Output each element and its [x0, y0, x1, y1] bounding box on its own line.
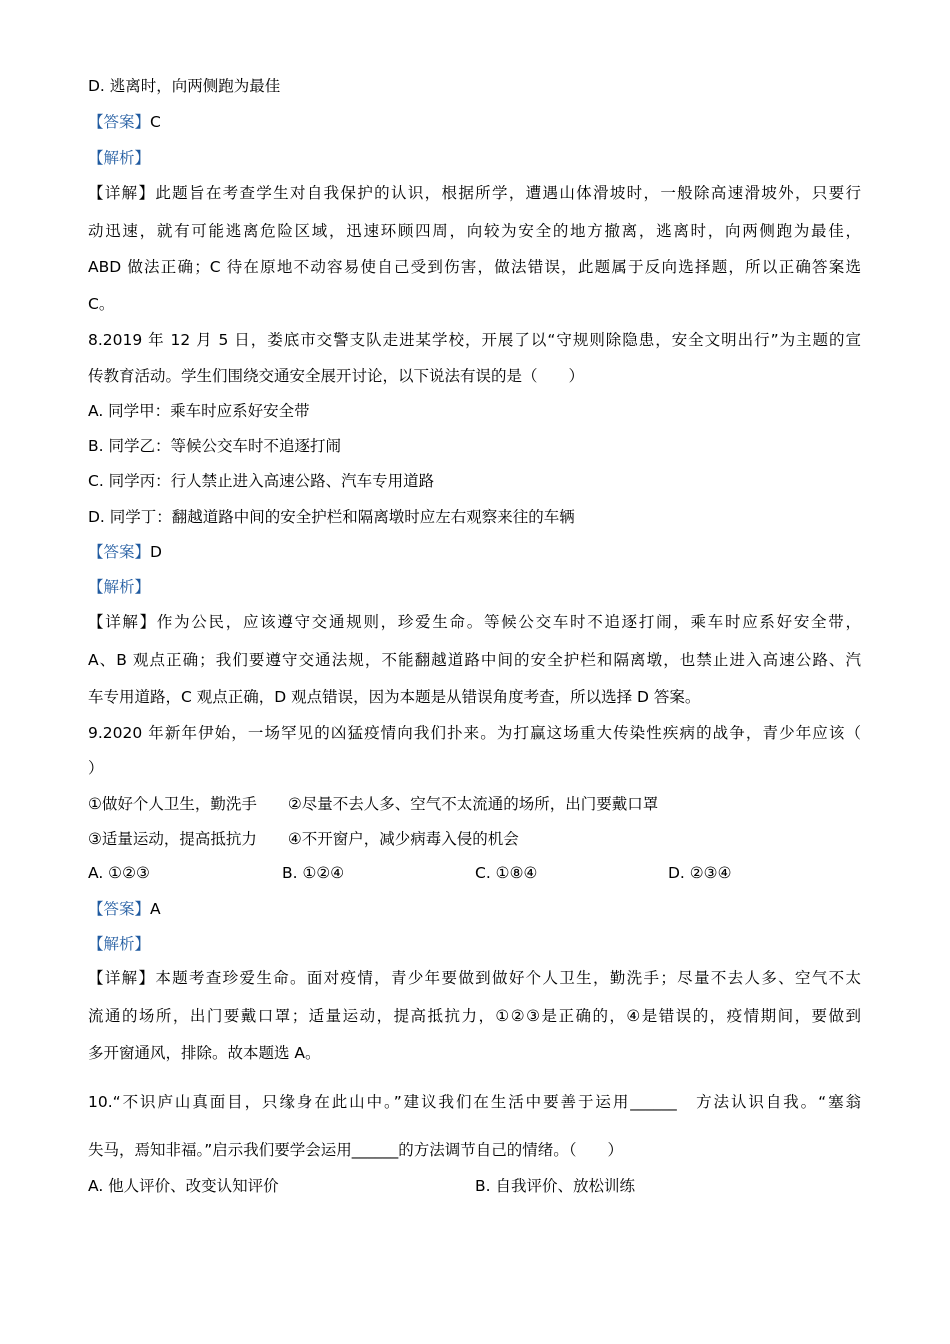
- answer-label: 【答案】: [88, 900, 151, 918]
- q9-detail-line: 多开窗通风，排除。故本题选 A。: [88, 1044, 321, 1062]
- q9-option-b: B. ①②④: [282, 864, 345, 882]
- q8-option-b: B. 同学乙：等候公交车时不追逐打闹: [88, 437, 341, 455]
- q9-statement: ③适量运动，提高抵抗力 ④不开窗户，减少病毒入侵的机会: [88, 830, 519, 848]
- detail-text: 此题旨在考查学生对自我保护的认识，根据所学，遭遇山体滑坡时，一般除高速滑坡外，只要行: [155, 184, 861, 202]
- detail-text: 作为公民，应该遵守交通规则，珍爱生命。等候公交车时不追逐打闹，乘车时应系好安全带，: [156, 613, 861, 631]
- answer-label: 【答案】: [88, 543, 151, 561]
- q10-stem-line: 10.“不识庐山真面目，只缘身在此山中。”建议我们在生活中要善于运用______ 方法认识自我。“塞翁: [88, 1093, 861, 1111]
- q7-answer: [88, 112, 161, 132]
- q9-detail-line: [88, 968, 861, 988]
- q7-detail-line: [88, 183, 861, 203]
- q8-detail-line: [88, 612, 861, 632]
- q8-option-a: A. 同学甲：乘车时应系好安全带: [88, 402, 310, 420]
- q9-option-c: C. ①⑧④: [475, 864, 538, 882]
- q8-detail-line: A、B 观点正确；我们要遵守交通法规，不能翻越道路中间的安全护栏和隔离墩，也禁止进入高速公路、汽: [88, 651, 861, 669]
- q7-detail-line: C。: [88, 295, 115, 313]
- q7-detail-line: 动迅速，就有可能逃离危险区域，迅速环顾四周，向较为安全的地方撤离，逃离时，向两侧跑为最佳，: [88, 222, 861, 240]
- q7-detail-line: ABD 做法正确；C 待在原地不动容易使自己受到伤害，做法错误，此题属于反向选择题，所以正确答案选: [88, 258, 861, 276]
- detail-label: 【详解】: [88, 969, 156, 987]
- q10-option-b: B. 自我评价、放松训练: [475, 1177, 635, 1195]
- q9-answer: [88, 899, 161, 919]
- q7-analysis-label: 【解析】: [88, 149, 151, 167]
- answer-value: D: [150, 543, 162, 561]
- q7-option-d: D. 逃离时，向两侧跑为最佳: [88, 77, 281, 95]
- q8-option-d: D. 同学丁：翻越道路中间的安全护栏和隔离墩时应左右观察来往的车辆: [88, 508, 575, 526]
- detail-text: 本题考查珍爱生命。面对疫情，青少年要做到做好个人卫生，勤洗手；尽量不去人多、空气不太: [155, 969, 861, 987]
- detail-label: 【详解】: [88, 184, 156, 202]
- q9-stem-line: 9.2020 年新年伊始，一场罕见的凶猛疫情向我们扑来。为打赢这场重大传染性疾病的战争，青少年应该（: [88, 724, 861, 742]
- q8-detail-line: 车专用道路，C 观点正确，D 观点错误，因为本题是从错误角度考查，所以选择 D 答案。: [88, 688, 701, 706]
- q8-stem-line: 传教育活动。学生们围绕交通安全展开讨论，以下说法有误的是（ ）: [88, 367, 585, 385]
- q9-stem-line: ）: [88, 759, 104, 777]
- q8-answer: [88, 542, 162, 562]
- answer-value: A: [150, 900, 161, 918]
- detail-label: 【详解】: [88, 613, 157, 631]
- q8-analysis-label: 【解析】: [88, 578, 151, 596]
- q10-stem-line: 失马，焉知非福。”启示我们要学会运用______的方法调节自己的情绪。（ ）: [88, 1141, 624, 1159]
- q9-option-d: D. ②③④: [668, 864, 732, 882]
- q8-option-c: C. 同学丙：行人禁止进入高速公路、汽车专用道路: [88, 472, 435, 490]
- q8-stem-line: 8.2019 年 12 月 5 日，娄底市交警支队走进某学校，开展了以“守规则除隐患，安全文明出行”为主题的宣: [88, 331, 861, 349]
- q9-statement: ①做好个人卫生，勤洗手 ②尽量不去人多、空气不太流通的场所，出门要戴口罩: [88, 795, 659, 813]
- answer-label: 【答案】: [88, 113, 151, 131]
- q10-option-a: A. 他人评价、改变认知评价: [88, 1177, 279, 1195]
- q9-detail-line: 流通的场所，出门要戴口罩；适量运动，提高抵抗力，①②③是正确的，④是错误的，疫情期间，要做到: [88, 1007, 861, 1025]
- q9-option-a: A. ①②③: [88, 864, 150, 882]
- answer-value: C: [150, 113, 161, 131]
- q9-analysis-label: 【解析】: [88, 935, 151, 953]
